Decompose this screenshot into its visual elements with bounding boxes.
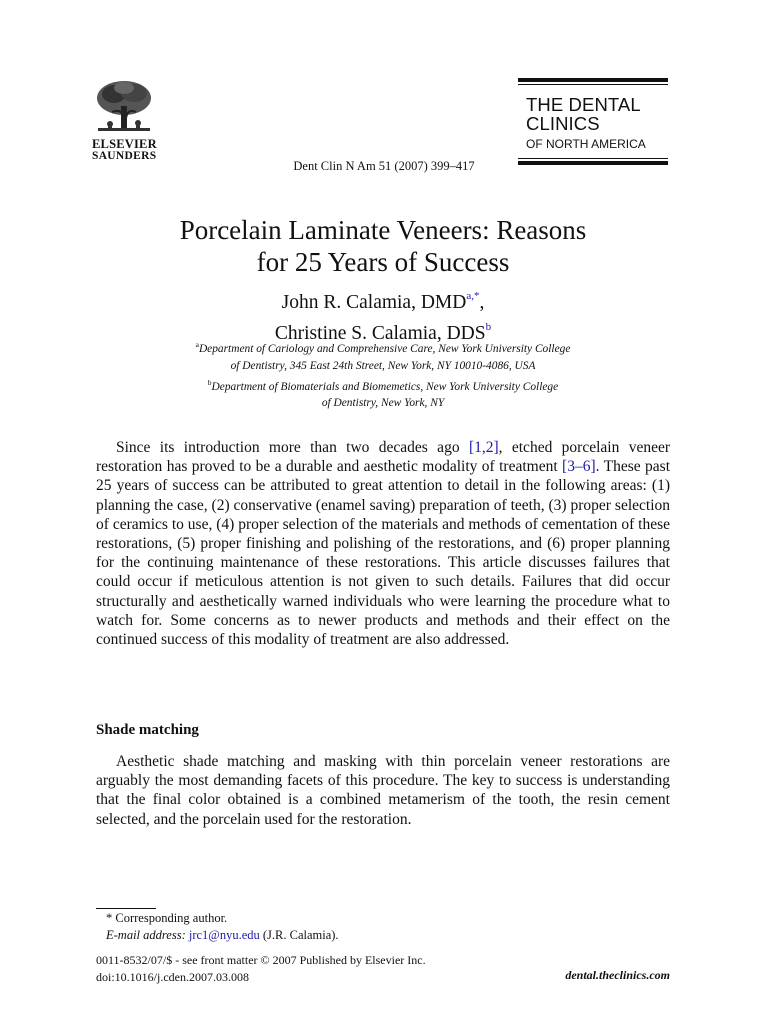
abstract-text-2: , etched porcelain veneer restoration has proved to be a durable and aesthetic modality of treatment	[96, 439, 670, 476]
footnote-corresponding-text: Corresponding author.	[115, 911, 228, 925]
email-owner: (J.R. Calamia).	[262, 927, 339, 942]
abstract-text-1: Since its introduction more than two decades ago	[116, 439, 469, 456]
article-title	[96, 214, 670, 278]
reference-link-1-2[interactable]: [1,2]	[468, 439, 499, 456]
footnote-rule	[96, 908, 156, 909]
footer-website[interactable]: dental.theclinics.com	[565, 968, 670, 982]
footnotes	[96, 910, 670, 943]
abstract-text-3: . These past 25 years of success can be attributed to great attention to detail in the following areas: (1) planning the case, (2) conservative (enamel saving) preparation of teeth, (3) proper selection of ceramics to use, (4) proper selection of the materials and methods of cementation of these restorations, (5) proper finishing and polishing of the restorations, and (6) proper planning for the continuing maintenance of these restorations. This article discusses failures that could occur if meticulous attention is not given to such details. Failures that did occur structurally and aesthetically warned individuals who were learning the procedure what to watch for. Some concerns as to newer products and methods and their effect on the continued success of this modality of treatment are also addressed.	[96, 458, 671, 649]
affiliation-b-text1: Department of Biomaterials and Biomemetics, New York University College	[211, 380, 559, 393]
journal-title-line2: CLINICS	[526, 113, 600, 134]
affiliation-a-line1	[96, 337, 670, 358]
author-1-name: John R. Calamia, DMD	[281, 292, 467, 313]
journal-title-line1: THE DENTAL	[526, 94, 641, 115]
reference-link-3-6[interactable]: [3–6]	[562, 458, 596, 476]
elsevier-tree-icon	[92, 78, 156, 138]
article-title-line1: Porcelain Laminate Veneers: Reasons	[179, 215, 587, 245]
elsevier-logo	[92, 78, 170, 162]
footnote-mark: *	[106, 911, 113, 925]
section-heading: Shade matching	[96, 722, 199, 738]
article-title-line2: for 25 Years of Success	[256, 247, 510, 277]
publisher-imprint: SAUNDERS	[92, 150, 157, 162]
affiliation-a-text1: Department of Cariology and Comprehensive Care, New York University College	[198, 343, 571, 355]
author-2-marks[interactable]: b	[485, 321, 492, 333]
footnote-email	[96, 927, 670, 944]
journal-rule-bottom	[518, 161, 668, 165]
affiliation-b-line2: of Dentistry, New York, NY	[321, 397, 445, 410]
footer-doi[interactable]: doi:10.1016/j.cden.2007.03.008	[96, 969, 249, 984]
author-1-marks[interactable]: a,*	[466, 290, 480, 302]
affiliation-b-mark: b	[207, 377, 212, 387]
affiliations	[96, 337, 670, 412]
journal-subtitle: OF NORTH AMERICA	[526, 137, 646, 151]
section-paragraph: Aesthetic shade matching and masking with thin porcelain veneer restorations are arguably the most demanding facets of this procedure. The key to success is understanding that the final color obtained is a combined metamerism of the tooth, the resin cement selected, and the porcelain used for the restoration.	[96, 753, 670, 828]
author-1	[96, 284, 670, 315]
footer-copyright	[96, 952, 426, 985]
affiliation-a-line2: of Dentistry, 345 East 24th Street, New York, NY 10010-4086, USA	[230, 359, 536, 372]
email-label: E-mail address:	[106, 927, 186, 942]
email-link[interactable]: jrc1@nyu.edu	[188, 927, 260, 942]
author-separator: ,	[479, 292, 485, 313]
journal-rule-top-thin	[518, 84, 668, 85]
publisher-name: ELSEVIER	[92, 137, 157, 151]
footer-front-matter: 0011-8532/07/$ - see front matter © 2007 Published by Elsevier Inc.	[96, 953, 426, 967]
footnote-corresponding	[96, 910, 670, 927]
abstract-paragraph	[96, 438, 670, 649]
affiliation-a-mark: a	[195, 340, 199, 349]
journal-rule-bottom-thin	[518, 158, 668, 159]
author-2-name: Christine S. Calamia, DDS	[274, 323, 486, 344]
affiliation-b-line1	[96, 375, 670, 396]
journal-badge	[518, 78, 668, 165]
journal-citation: Dent Clin N Am 51 (2007) 399–417	[293, 159, 475, 173]
journal-rule-top	[518, 78, 668, 82]
